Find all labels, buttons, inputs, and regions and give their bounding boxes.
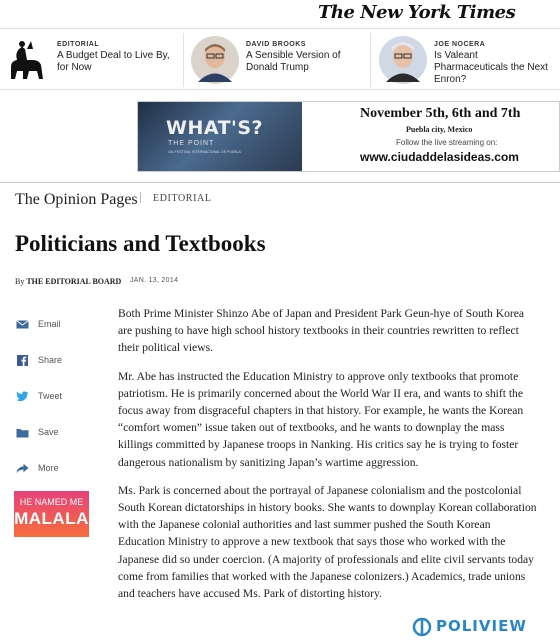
article-date: JAN. 13, 2014	[130, 277, 179, 284]
donkey-elephant-icon	[3, 35, 53, 85]
email-label: Email	[38, 319, 61, 329]
author-photo	[190, 35, 240, 85]
masthead	[0, 2, 560, 26]
share-arrow-icon	[16, 463, 29, 474]
section-header	[15, 189, 212, 208]
save-button[interactable]	[16, 425, 96, 441]
article-paragraph: Ms. Park is concerned about the portrayal of Japanese colonialism and the postcolonial South Korean dictatorships in history books. She wants to downplay Korean collaboration with the Japanese colonial authorities and last summer pushed the South Korean Education Ministry to approve a new textbook that says those who worked with the Japanese did so under coercion. (A majority of professionals and elite civil servants today come from families that worked with the Japanese colonizers.) Academics, trade unions and teachers have accused Ms. Park of distorting history.	[118, 483, 537, 601]
byline-prefix: By	[15, 277, 25, 286]
promo-joe-nocera[interactable]	[378, 35, 558, 87]
divider	[183, 33, 184, 87]
ad-brand: WHAT'S?	[166, 117, 264, 139]
section-divider	[0, 182, 560, 183]
more-button[interactable]	[16, 461, 96, 477]
email-button[interactable]	[16, 317, 96, 333]
promo-headline[interactable]: A Sensible Version of Donald Trump	[246, 50, 341, 73]
divider	[370, 33, 371, 87]
byline-author[interactable]: THE EDITORIAL BOARD	[26, 277, 122, 286]
section-pipe	[140, 192, 141, 203]
ad-brand-sub: THE POINT	[168, 140, 215, 147]
save-label: Save	[38, 427, 59, 437]
facebook-icon	[16, 355, 29, 366]
article-paragraph: Mr. Abe has instructed the Education Ministry to approve only textbooks that promote patriotism. He is primarily concerned about the World War II era, and wants to shift the focus away from disgraceful chapters in that history. For example, he wants the Korean “comfort women” issue taken out of textbooks, and he wants to downplay the mass killings committed by Japanese troops in Nanking. His critics say he is trying to foster dangerous nationalism by sanitizing Japan’s wartime aggression.	[118, 369, 524, 469]
ad-dates: November 5th, 6th and 7th	[360, 106, 521, 121]
watermark-text: POLIVIEW	[436, 617, 527, 635]
poliview-logo-icon	[412, 617, 432, 637]
twitter-icon	[16, 391, 29, 402]
promo-headline[interactable]: A Budget Deal to Live By, for Now	[57, 50, 170, 73]
promo-kicker: DAVID BROOKS	[246, 41, 306, 48]
folder-icon	[16, 427, 29, 438]
more-label: More	[38, 463, 59, 473]
article-headline: Politicians and Textbooks	[15, 231, 266, 256]
author-photo	[378, 35, 428, 85]
share-button[interactable]	[16, 353, 96, 369]
promo-kicker: EDITORIAL	[57, 41, 100, 48]
side-promo-line2: MALALA	[14, 509, 89, 528]
section-subtitle[interactable]: EDITORIAL	[153, 193, 212, 204]
envelope-icon	[16, 319, 29, 330]
advertisement-banner[interactable]	[137, 101, 560, 172]
article-paragraph: Both Prime Minister Shinzo Abe of Japan and President Park Geun-hye of South Korea are pushing to have high school history textbooks in their countries rewritten to reflect their political views.	[118, 307, 525, 355]
tweet-label: Tweet	[38, 391, 63, 401]
ad-place: Puebla city, Mexico	[406, 125, 473, 134]
tweet-button[interactable]	[16, 389, 96, 405]
side-promo-malala[interactable]	[14, 491, 89, 537]
ad-brand-panel	[138, 102, 302, 172]
ad-brand-small: 10o FESTIVAL INTERNACIONAL DE PUEBLA	[168, 150, 241, 154]
opinion-promo-strip	[0, 28, 560, 90]
promo-david-brooks[interactable]	[190, 35, 368, 87]
promo-editorial[interactable]	[3, 35, 183, 87]
ad-site-link[interactable]: www.ciudaddelasideas.com	[360, 150, 519, 164]
nyt-logo[interactable]: The New York Times	[318, 2, 516, 23]
byline	[15, 277, 179, 286]
ad-follow: Follow the live streaming on:	[396, 138, 498, 147]
article-body	[118, 305, 538, 613]
share-label: Share	[38, 355, 63, 365]
poliview-watermark	[412, 613, 560, 641]
promo-headline[interactable]: Is Valeant Pharmaceuticals the Next Enron?	[434, 50, 548, 85]
section-title[interactable]: The Opinion Pages	[15, 191, 138, 208]
promo-kicker: JOE NOCERA	[434, 41, 486, 48]
side-promo-line1: HE NAMED ME	[19, 497, 84, 507]
